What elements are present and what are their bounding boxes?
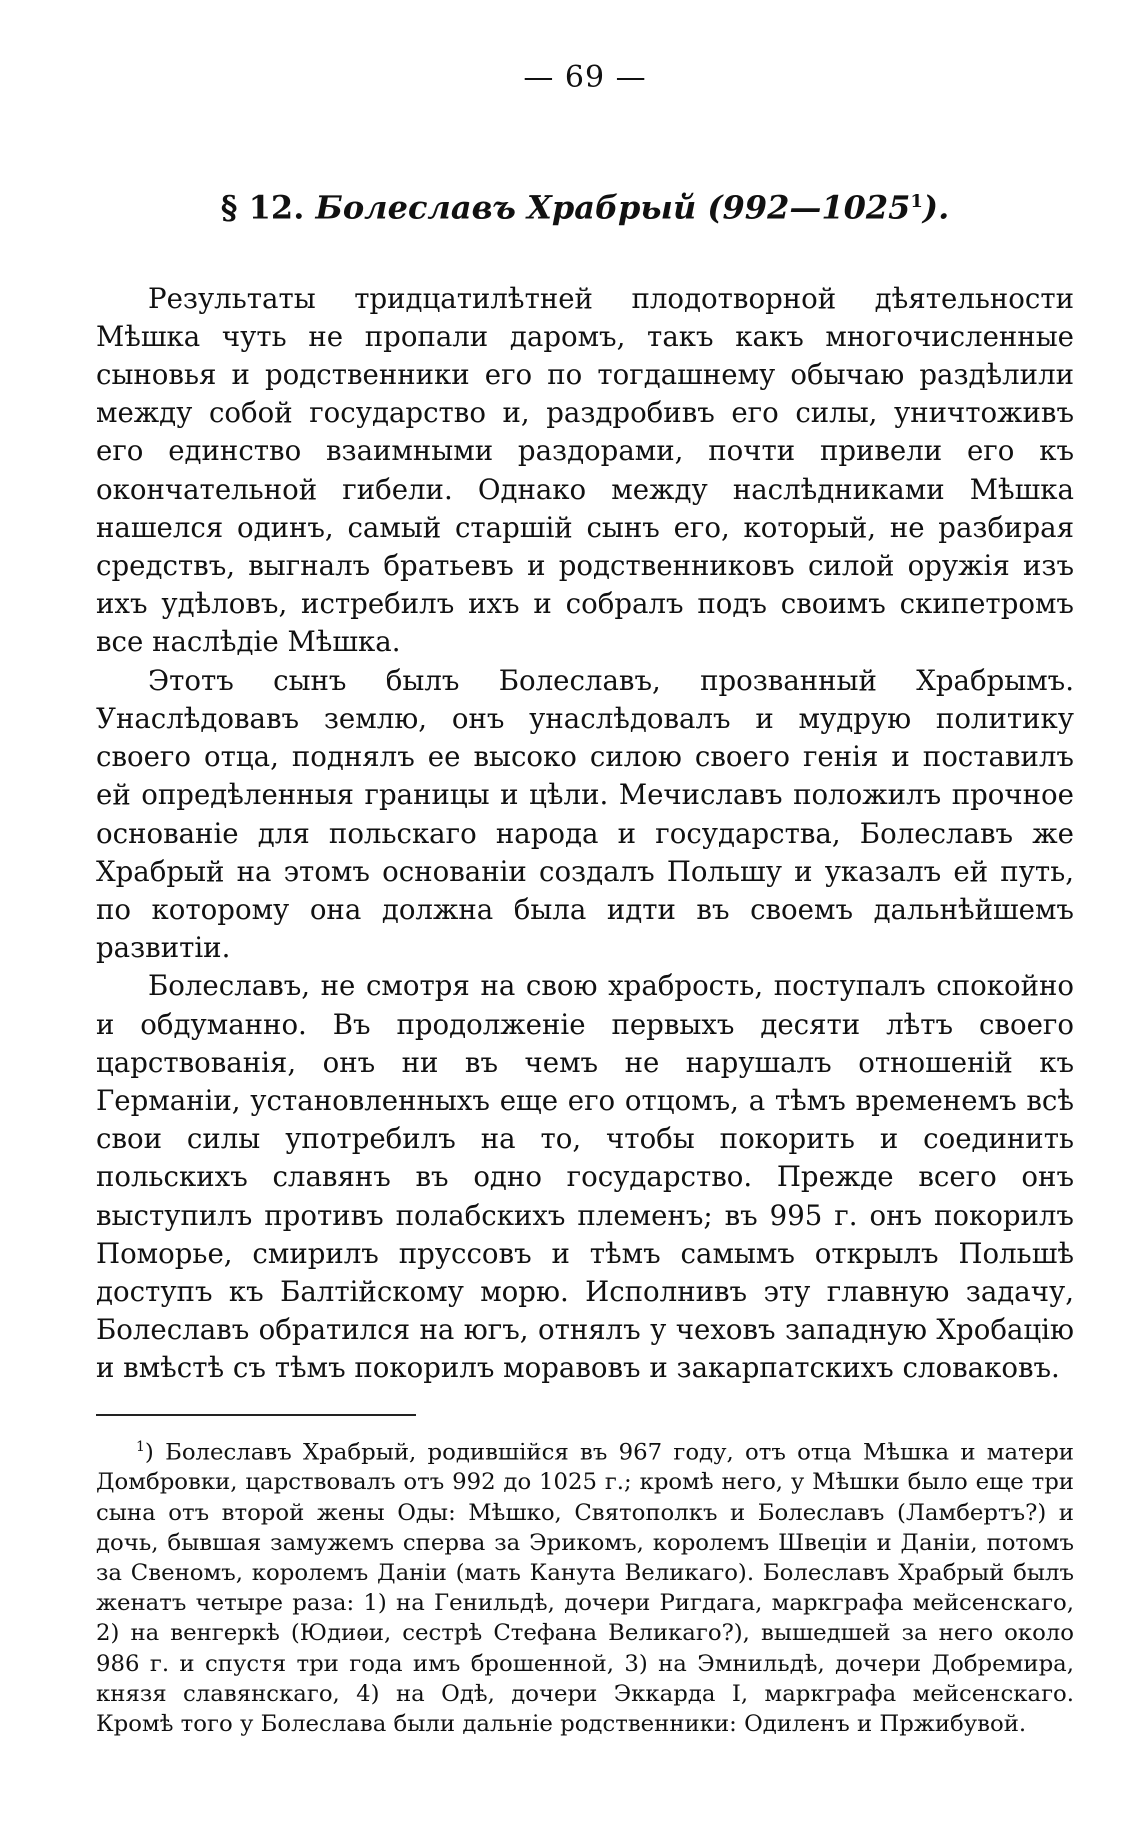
book-page: [96, 58, 1074, 1739]
heading-footnote-mark[interactable]: 1: [910, 191, 923, 212]
footnote: [96, 1432, 1074, 1740]
footnote-divider: [96, 1414, 416, 1416]
body-text: [96, 280, 1074, 1388]
footnote-text: ) Болеславъ Храбрый, родившійся въ 967 году, отъ отца Мѣшка и матери Домбровки, царствовалъ отъ 992 до 1025 г.; кромѣ него, у Мѣшки было еще три сына отъ второй жены Оды: Мѣшко, Святополкъ и Болеславъ (Ламбертъ?) и дочь, бывшая замужемъ сперва за Эрикомъ, королемъ Швеціи и Даніи, потомъ за Свеномъ, королемъ Даніи (мать Канута Великаго). Болеславъ Храбрый былъ женатъ четыре раза: 1) на Генильдѣ, дочери Ригдага, маркграфа мейсенскаго, 2) на венгеркѣ (Юдиѳи, сестрѣ Стефана Великаго?), вышедшей за него около 986 г. и спустя три года имъ брошенной, 3) на Эмнильдѣ, дочери Добремира, князя славянскаго, 4) на Одѣ, дочери Эккарда I, маркграфа мейсенскаго. Кромѣ того у Болеслава были дальніе родственники: Одиленъ и Пржибувой.: [96, 1439, 1074, 1737]
page-number: — 69 —: [523, 60, 647, 95]
section-number: § 12.: [220, 188, 305, 227]
paragraph: Болеславъ, не смотря на свою храбрость, поступалъ спокойно и обдуманно. Въ продолженіе первыхъ десяти лѣтъ своего царствованія, онъ ни въ чемъ не нарушалъ отношеній къ Германіи, установленныхъ еще его отцомъ, а тѣмъ временемъ всѣ свои силы употребилъ на то, чтобы покорить и соединить польскихъ славянъ въ одно государство. Прежде всего онъ выступилъ противъ полабскихъ племенъ; въ 995 г. онъ покорилъ Поморье, смирилъ пруссовъ и тѣмъ самымъ открылъ Польшѣ доступъ къ Балтійскому морю. Исполнивъ эту главную задачу, Болеславъ обратился на югъ, отнялъ у чеховъ западную Хробацію и вмѣстѣ съ тѣмъ покорилъ моравовъ и закарпатскихъ словаковъ.: [96, 969, 1074, 1385]
footnote-mark: 1: [136, 1438, 145, 1455]
paragraph: Этотъ сынъ былъ Болеславъ, прозванный Храбрымъ. Унаслѣдовавъ землю, онъ унаслѣдовалъ и мудрую политику своего отца, поднялъ ее высоко силою своего генія и поставилъ ей опредѣленныя границы и цѣли. Мечиславъ положилъ прочное основаніе для польскаго народа и государства, Болеславъ же Храбрый на этомъ основаніи создалъ Польшу и указалъ ей путь, по которому она должна была идти въ своемъ дальнѣйшемъ развитіи.: [96, 663, 1074, 965]
section-heading: [96, 180, 1074, 230]
section-title: Болеславъ Храбрый (992—1025: [315, 188, 911, 227]
section-title-closing: ).: [922, 188, 950, 227]
paragraph: Результаты тридцатилѣтней плодотворной дѣятельности Мѣшка чуть не пропали даромъ, такъ какъ многочисленные сыновья и родственники его по тогдашнему обычаю раздѣлили между собой государство и, раздробивъ его силы, уничтоживъ его единство взаимными раздорами, почти привели его къ окончательной гибели. Однако между наслѣдниками Мѣшка нашелся одинъ, самый старшій сынъ его, который, не разбирая средствъ, выгналъ братьевъ и родственниковъ силой оружія изъ ихъ удѣловъ, истребилъ ихъ и собралъ подъ своимъ скипетромъ все наслѣдіе Мѣшка.: [96, 281, 1074, 659]
